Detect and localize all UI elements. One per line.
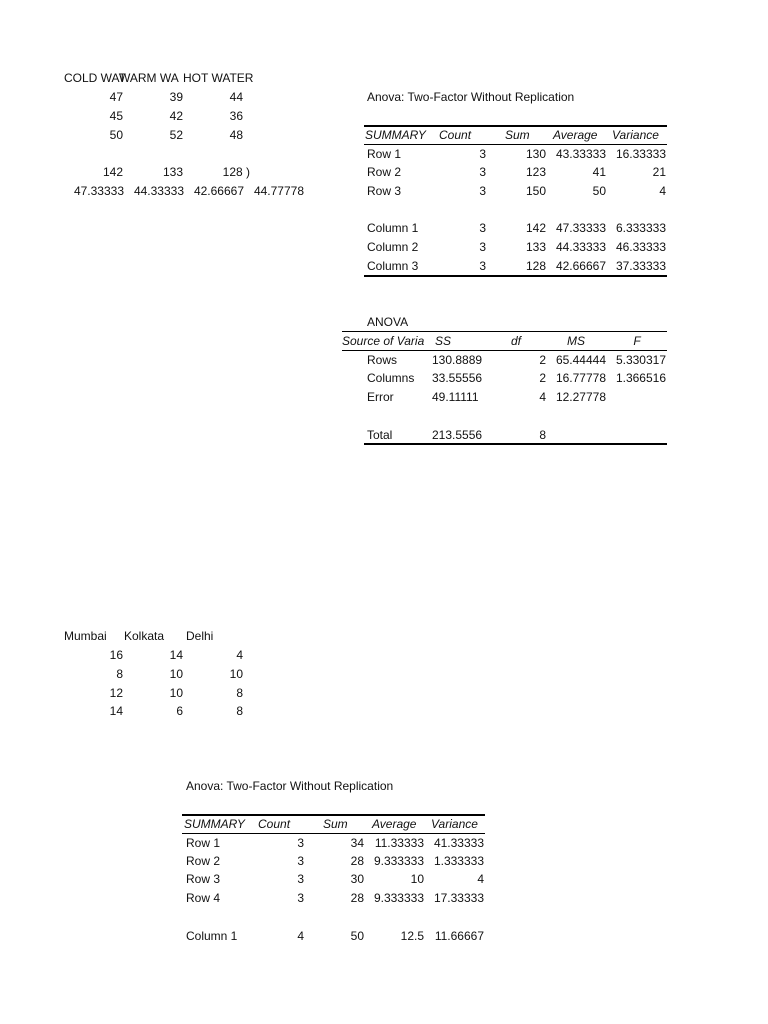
header-warm-water[interactable]: WARM WA bbox=[119, 71, 179, 85]
cell[interactable]: 123 bbox=[525, 165, 546, 179]
row-label[interactable]: Row 3 bbox=[367, 184, 402, 198]
cell[interactable]: 41 bbox=[592, 165, 606, 179]
average-header[interactable]: Average bbox=[553, 128, 598, 142]
anova-bottom-rule bbox=[364, 443, 667, 445]
cell[interactable]: 3 bbox=[479, 165, 486, 179]
cell[interactable]: 34 bbox=[350, 836, 364, 850]
sum-header[interactable]: Sum bbox=[323, 817, 348, 831]
summary-header[interactable]: SUMMARY bbox=[184, 817, 245, 831]
source-header[interactable]: Source of Varia bbox=[342, 334, 425, 348]
anova-title[interactable]: Anova: Two-Factor Without Replication bbox=[367, 90, 575, 104]
cell[interactable]: 42.66667 bbox=[555, 259, 606, 273]
cell[interactable]: 128 bbox=[525, 259, 546, 273]
header-delhi[interactable]: Delhi bbox=[186, 629, 214, 643]
cell[interactable]: 150 bbox=[525, 184, 546, 198]
cell[interactable]: 47 bbox=[109, 90, 123, 104]
cell[interactable]: 39 bbox=[169, 90, 183, 104]
cell[interactable]: 47.33333 bbox=[555, 221, 606, 235]
cell[interactable]: 49.11111 bbox=[432, 390, 479, 404]
cell[interactable] bbox=[606, 388, 666, 407]
cell[interactable]: 48 bbox=[229, 128, 243, 142]
cell[interactable]: 8 bbox=[236, 686, 243, 700]
cell[interactable]: 3 bbox=[479, 221, 486, 235]
cell[interactable]: 10 bbox=[169, 686, 183, 700]
cell[interactable]: 33.55556 bbox=[432, 371, 483, 385]
cell[interactable]: 3 bbox=[297, 836, 304, 850]
cell[interactable]: 1.333333 bbox=[433, 854, 484, 868]
cell[interactable]: 52 bbox=[169, 128, 183, 142]
cell[interactable]: 8 bbox=[116, 667, 123, 681]
source-label[interactable]: Rows bbox=[367, 353, 398, 367]
anova-label[interactable]: ANOVA bbox=[367, 315, 409, 329]
header-kolkata[interactable]: Kolkata bbox=[124, 629, 165, 643]
variance-header[interactable]: Variance bbox=[431, 817, 478, 831]
df-header[interactable]: df bbox=[510, 334, 521, 348]
cell[interactable]: 50 bbox=[592, 184, 606, 198]
mean-cell[interactable]: 44.33333 bbox=[133, 184, 184, 198]
source-label[interactable]: Columns bbox=[367, 371, 415, 385]
cell[interactable]: 30 bbox=[350, 872, 364, 886]
row-label[interactable]: Row 4 bbox=[186, 891, 221, 905]
row-label[interactable]: Row 2 bbox=[186, 854, 221, 868]
total-df[interactable]: 8 bbox=[539, 428, 546, 442]
cell[interactable]: 28 bbox=[350, 854, 364, 868]
cell[interactable]: 6 bbox=[176, 704, 183, 718]
cell[interactable]: 5.330317 bbox=[615, 353, 666, 367]
cell[interactable]: 8 bbox=[236, 704, 243, 718]
summary-header[interactable]: SUMMARY bbox=[365, 128, 426, 142]
average-header[interactable]: Average bbox=[372, 817, 417, 831]
cell[interactable]: 1.366516 bbox=[615, 371, 666, 385]
total-ss[interactable]: 213.5556 bbox=[432, 428, 483, 442]
cell[interactable]: 4 bbox=[236, 648, 243, 662]
cell[interactable]: 16.33333 bbox=[615, 147, 666, 161]
cell[interactable]: 2 bbox=[539, 371, 546, 385]
cell[interactable]: 130 bbox=[525, 147, 546, 161]
cell[interactable]: 42 bbox=[169, 109, 183, 123]
source-label[interactable]: Error bbox=[367, 390, 394, 404]
header-mumbai[interactable]: Mumbai bbox=[64, 629, 107, 643]
header-hot-water[interactable]: HOT WATER bbox=[183, 71, 254, 85]
cell[interactable]: 65.44444 bbox=[555, 353, 606, 367]
cell[interactable]: 14 bbox=[109, 704, 123, 718]
cell[interactable]: 28 bbox=[350, 891, 364, 905]
cell[interactable]: 16.77778 bbox=[555, 371, 606, 385]
mean-cell[interactable]: 47.33333 bbox=[73, 184, 124, 198]
row-label[interactable]: Row 1 bbox=[367, 147, 402, 161]
cell[interactable]: 44.33333 bbox=[555, 240, 606, 254]
cell[interactable]: 9.333333 bbox=[373, 854, 424, 868]
cell[interactable]: 3 bbox=[297, 872, 304, 886]
cell[interactable]: 4 bbox=[477, 872, 484, 886]
variance-header[interactable]: Variance bbox=[612, 128, 659, 142]
cell[interactable]: 14 bbox=[169, 648, 183, 662]
cell[interactable]: 44 bbox=[229, 90, 243, 104]
anova-title[interactable]: Anova: Two-Factor Without Replication bbox=[186, 779, 394, 793]
cell[interactable]: 4 bbox=[659, 184, 666, 198]
cell[interactable]: 4 bbox=[297, 929, 304, 943]
sum-header[interactable]: Sum bbox=[505, 128, 530, 142]
count-header[interactable]: Count bbox=[258, 817, 291, 831]
cell[interactable]: 130.8889 bbox=[432, 353, 483, 367]
column-label[interactable]: Column 1 bbox=[367, 221, 419, 235]
cell[interactable]: 50 bbox=[109, 128, 123, 142]
cell[interactable]: 11.66667 bbox=[434, 929, 484, 943]
column-label[interactable]: Column 3 bbox=[367, 259, 419, 273]
cell[interactable]: 12.27778 bbox=[555, 390, 606, 404]
sum-cell[interactable]: 133 bbox=[162, 165, 183, 179]
total-label[interactable]: Total bbox=[367, 428, 393, 442]
count-header[interactable]: Count bbox=[439, 128, 472, 142]
cell[interactable]: 2 bbox=[539, 353, 546, 367]
cell[interactable]: 11.33333 bbox=[374, 836, 424, 850]
cell[interactable]: 10 bbox=[229, 667, 243, 681]
header-cold-water[interactable]: COLD WAT bbox=[64, 71, 126, 85]
column-label[interactable]: Column 2 bbox=[367, 240, 419, 254]
row-label[interactable]: Row 2 bbox=[367, 165, 402, 179]
summary-bottom-rule bbox=[364, 275, 667, 277]
cell[interactable]: 133 bbox=[525, 240, 546, 254]
cell[interactable]: 16 bbox=[109, 648, 123, 662]
cell[interactable]: 36 bbox=[229, 109, 243, 123]
cell[interactable]: 17.33333 bbox=[433, 891, 484, 905]
cell[interactable]: 4 bbox=[539, 390, 546, 404]
ms-header[interactable]: MS bbox=[567, 334, 585, 348]
cell[interactable]: 6.333333 bbox=[615, 221, 666, 235]
ss-header[interactable]: SS bbox=[434, 334, 451, 348]
cell[interactable]: 21 bbox=[652, 165, 666, 179]
cell[interactable]: 45 bbox=[109, 109, 123, 123]
cell[interactable]: 3 bbox=[479, 147, 486, 161]
cell[interactable]: 10 bbox=[410, 872, 424, 886]
row-label[interactable]: Row 1 bbox=[186, 836, 221, 850]
mean-cell[interactable]: 42.66667 bbox=[193, 184, 244, 198]
cell[interactable]: 41.33333 bbox=[433, 836, 484, 850]
column-label[interactable]: Column 1 bbox=[186, 929, 238, 943]
sum-cell[interactable]: 142 bbox=[102, 165, 123, 179]
cell[interactable]: 3 bbox=[297, 891, 304, 905]
cell[interactable]: 3 bbox=[297, 854, 304, 868]
cell[interactable]: 50 bbox=[350, 929, 364, 943]
cell[interactable]: 142 bbox=[525, 221, 546, 235]
f-header[interactable]: F bbox=[633, 334, 641, 348]
cell[interactable]: 3 bbox=[479, 259, 486, 273]
cell[interactable]: 9.333333 bbox=[373, 891, 424, 905]
cell[interactable]: 10 bbox=[169, 667, 183, 681]
cell[interactable]: 3 bbox=[479, 184, 486, 198]
cell[interactable]: 12 bbox=[109, 686, 123, 700]
cell[interactable]: 46.33333 bbox=[615, 240, 666, 254]
cell[interactable]: 12.5 bbox=[400, 929, 424, 943]
cell[interactable]: 3 bbox=[479, 240, 486, 254]
cell[interactable]: 43.33333 bbox=[555, 147, 606, 161]
sum-cell[interactable]: 128 ) bbox=[222, 165, 250, 179]
grand-mean-cell[interactable]: 44.77778 bbox=[253, 184, 304, 198]
cell[interactable]: 37.33333 bbox=[615, 259, 666, 273]
row-label[interactable]: Row 3 bbox=[186, 872, 221, 886]
